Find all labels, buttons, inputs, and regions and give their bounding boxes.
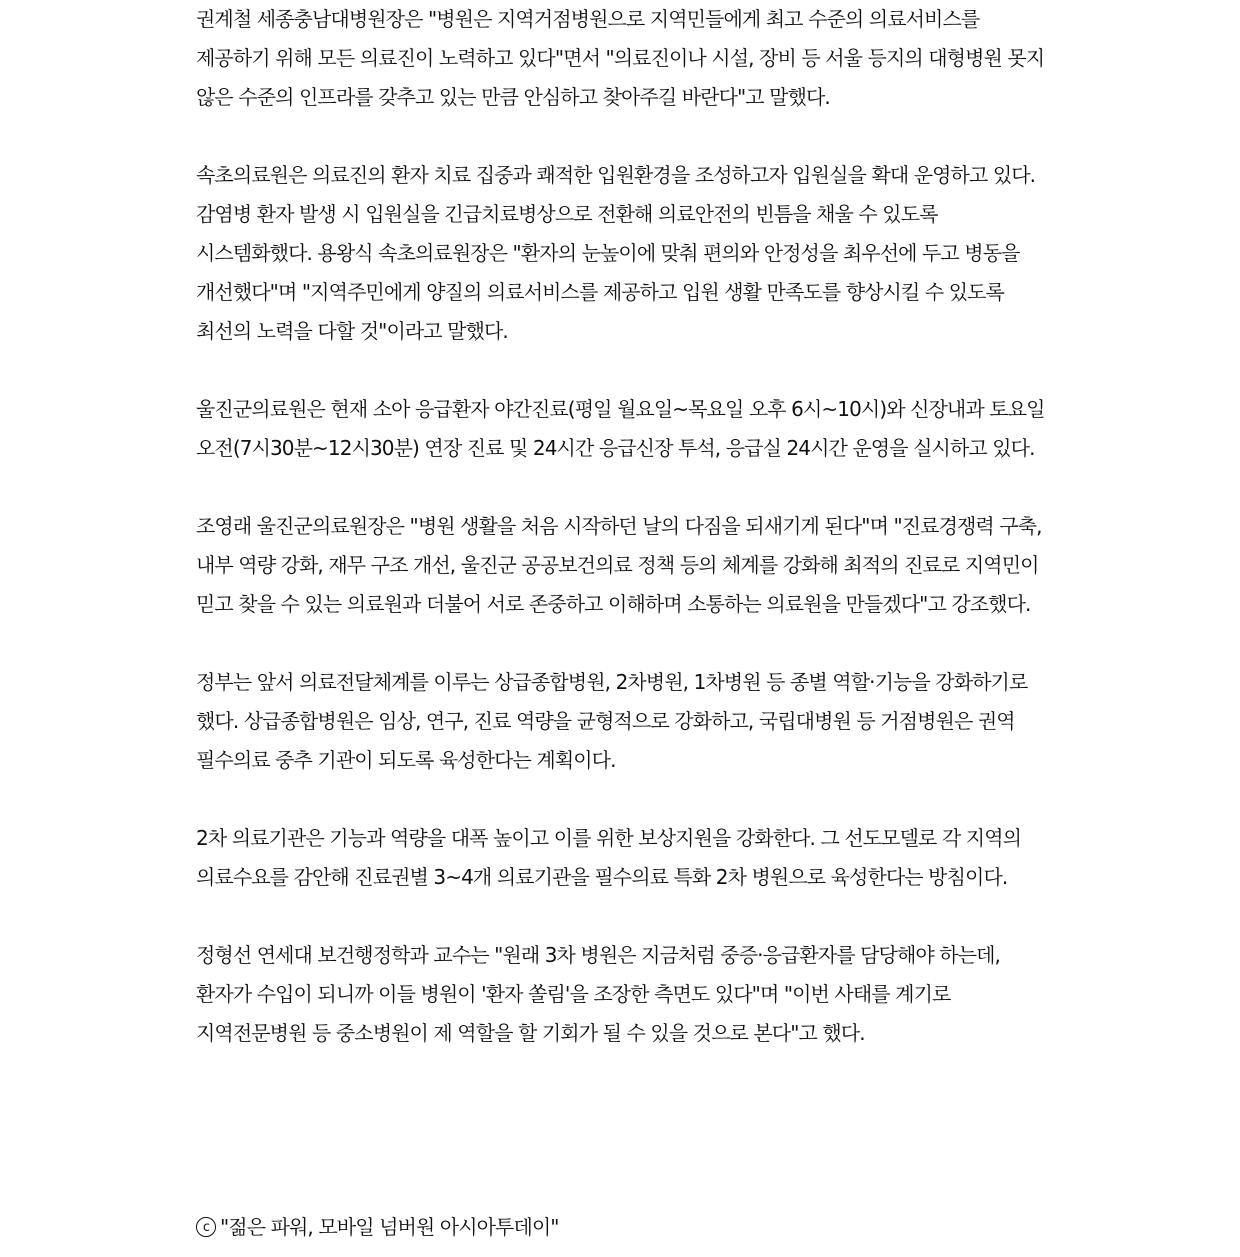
article-paragraph-uljin-director-quote: 조영래 울진군의료원장은 "병원 생활을 처음 시작하던 날의 다짐을 되새기게 된다"며 "진료경쟁력 구축, 내부 역량 강화, 재무 구조 개선, 울진군 공공보건의료 정책 등의 체계를 강화해 최적의 진료로 지역민이 믿고 찾을 수 있는 의료원과 더불어 서로 존중하고 이해하며 소통하는 의료원을 만들겠다"고 강조했다. — [196, 514, 1042, 616]
article-paragraph-professor-quote: 정형선 연세대 보건행정학과 교수는 "원래 3차 병원은 지금처럼 중증·응급환자를 담당해야 하는데, 환자가 수입이 되니까 이들 병원이 '환자 쏠림'을 조장한 측면도 있다"며 "이번 사태를 계기로 지역전문병원 등 중소병원이 제 역할을 할 기회가 될 수 있을 것으로 본다"고 했다. — [196, 943, 1000, 1045]
copyright-slogan: "젊은 파워, 모바일 넘버원 아시아투데이" — [220, 1215, 559, 1239]
article-paragraph-hospital-director-quote: 권계철 세종충남대병원장은 "병원은 지역거점병원으로 지역민들에게 최고 수준의 의료서비스를 제공하기 위해 모든 의료진이 노력하고 있다"면서 "의료진이나 시설, 장비 등 서울 등지의 대형병원 못지 않은 수준의 인프라를 갖추고 있는 만큼 안심하고 찾아주길 바란다"고 말했다. — [196, 7, 1045, 109]
article-paragraph-government-plan: 정부는 앞서 의료전달체계를 이루는 상급종합병원, 2차병원, 1차병원 등 종별 역할·기능을 강화하기로 했다. 상급종합병원은 임상, 연구, 진료 역량을 균형적으로 강화하고, 국립대병원 등 거점병원은 권역 필수의료 중추 기관이 되도록 육성한다는 계획이다. — [196, 670, 1028, 772]
article-paragraph-uljin-services: 울진군의료원은 현재 소아 응급환자 야간진료(평일 월요일~목요일 오후 6시~10시)와 신장내과 토요일 오전(7시30분~12시30분) 연장 진료 및 24시간 응급신장 투석, 응급실 24시간 운영을 실시하고 있다. — [196, 397, 1045, 460]
article-paragraph-secondary-institutions: 2차 의료기관은 기능과 역량을 대폭 높이고 이를 위한 보상지원을 강화한다. 그 선도모델로 각 지역의 의료수요를 감안해 진료권별 3~4개 의료기관을 필수의료 특화 2차 병원으로 육성한다는 방침이다. — [196, 826, 1022, 889]
article-body — [196, 0, 1048, 1053]
copyright-icon: c — [196, 1217, 216, 1237]
copyright-line — [196, 1212, 559, 1242]
article-paragraph-sokcho-medical-center: 속초의료원은 의료진의 환자 치료 집중과 쾌적한 입원환경을 조성하고자 입원실을 확대 운영하고 있다. 감염병 환자 발생 시 입원실을 긴급치료병상으로 전환해 의료안전의 빈틈을 채울 수 있도록 시스템화했다. 용왕식 속초의료원장은 "환자의 눈높이에 맞춰 편의와 안정성을 최우선에 두고 병동을 개선했다"며 "지역주민에게 양질의 의료서비스를 제공하고 입원 생활 만족도를 향상시킬 수 있도록 최선의 노력을 다할 것"이라고 말했다. — [196, 163, 1036, 343]
